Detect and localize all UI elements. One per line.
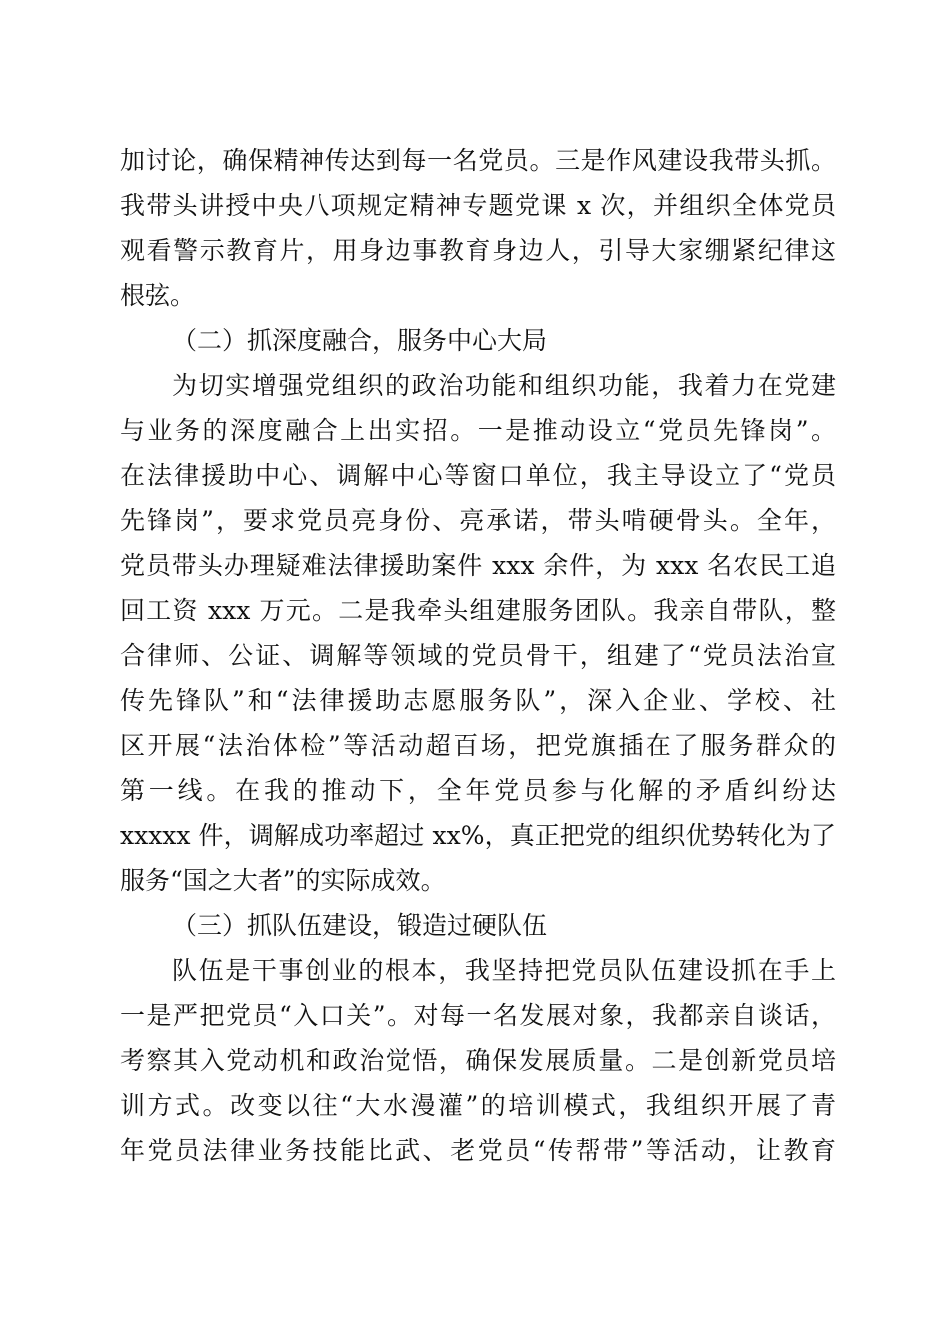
paragraph-1-line-3: 观看警示教育片，用身边事教育身边人，引导大家绷紧纪律这 (120, 236, 836, 265)
paragraph-2-line-7: 合律师、公证、调解等领域的党员骨干，组建了“党员法治宣 (120, 641, 836, 670)
section-heading-2: （二）抓深度融合，服务中心大局 (172, 326, 548, 355)
paragraph-2-line-3: 在法律援助中心、调解中心等窗口单位，我主导设立了“党员 (120, 461, 836, 490)
paragraph-3-line-5: 年党员法律业务技能比武、老党员“传帮带”等活动，让教育 (120, 1136, 836, 1165)
paragraph-2-line-4: 先锋岗”，要求党员亮身份、亮承诺，带头啃硬骨头。全年， (120, 506, 836, 535)
paragraph-2-line-2: 与业务的深度融合上出实招。一是推动设立“党员先锋岗”。 (120, 416, 836, 445)
paragraph-3-line-2: 一是严把党员“入口关”。对每一名发展对象，我都亲自谈话， (120, 1001, 836, 1030)
section-heading-3: （三）抓队伍建设，锻造过硬队伍 (172, 911, 548, 940)
paragraph-2-line-9: 区开展“法治体检”等活动超百场，把党旗插在了服务群众的 (120, 731, 836, 760)
paragraph-2-line-12: 服务“国之大者”的实际成效。 (120, 866, 446, 895)
paragraph-1-line-2: 我带头讲授中央八项规定精神专题党课 x 次，并组织全体党员 (120, 191, 836, 220)
paragraph-2-line-11: xxxxx 件，调解成功率超过 xx%，真正把党的组织优势转化为了 (120, 821, 836, 850)
paragraph-2-line-6: 回工资 xxx 万元。二是我牵头组建服务团队。我亲自带队，整 (120, 596, 836, 625)
paragraph-2-line-10: 第一线。在我的推动下，全年党员参与化解的矛盾纠纷达 (120, 776, 836, 805)
paragraph-3-line-4: 训方式。改变以往“大水漫灌”的培训模式，我组织开展了青 (120, 1091, 836, 1120)
paragraph-1-line-1: 加讨论，确保精神传达到每一名党员。三是作风建设我带头抓。 (120, 146, 836, 175)
paragraph-1-line-4: 根弦。 (120, 281, 196, 310)
paragraph-2-line-5: 党员带头办理疑难法律援助案件 xxx 余件，为 xxx 名农民工追 (120, 551, 836, 580)
paragraph-3-line-3: 考察其入党动机和政治觉悟，确保发展质量。二是创新党员培 (120, 1046, 836, 1075)
paragraph-2-line-8: 传先锋队”和“法律援助志愿服务队”，深入企业、学校、社 (120, 686, 836, 715)
paragraph-3-line-1: 队伍是干事创业的根本，我坚持把党员队伍建设抓在手上 (172, 956, 836, 985)
paragraph-2-line-1: 为切实增强党组织的政治功能和组织功能，我着力在党建 (172, 371, 836, 400)
